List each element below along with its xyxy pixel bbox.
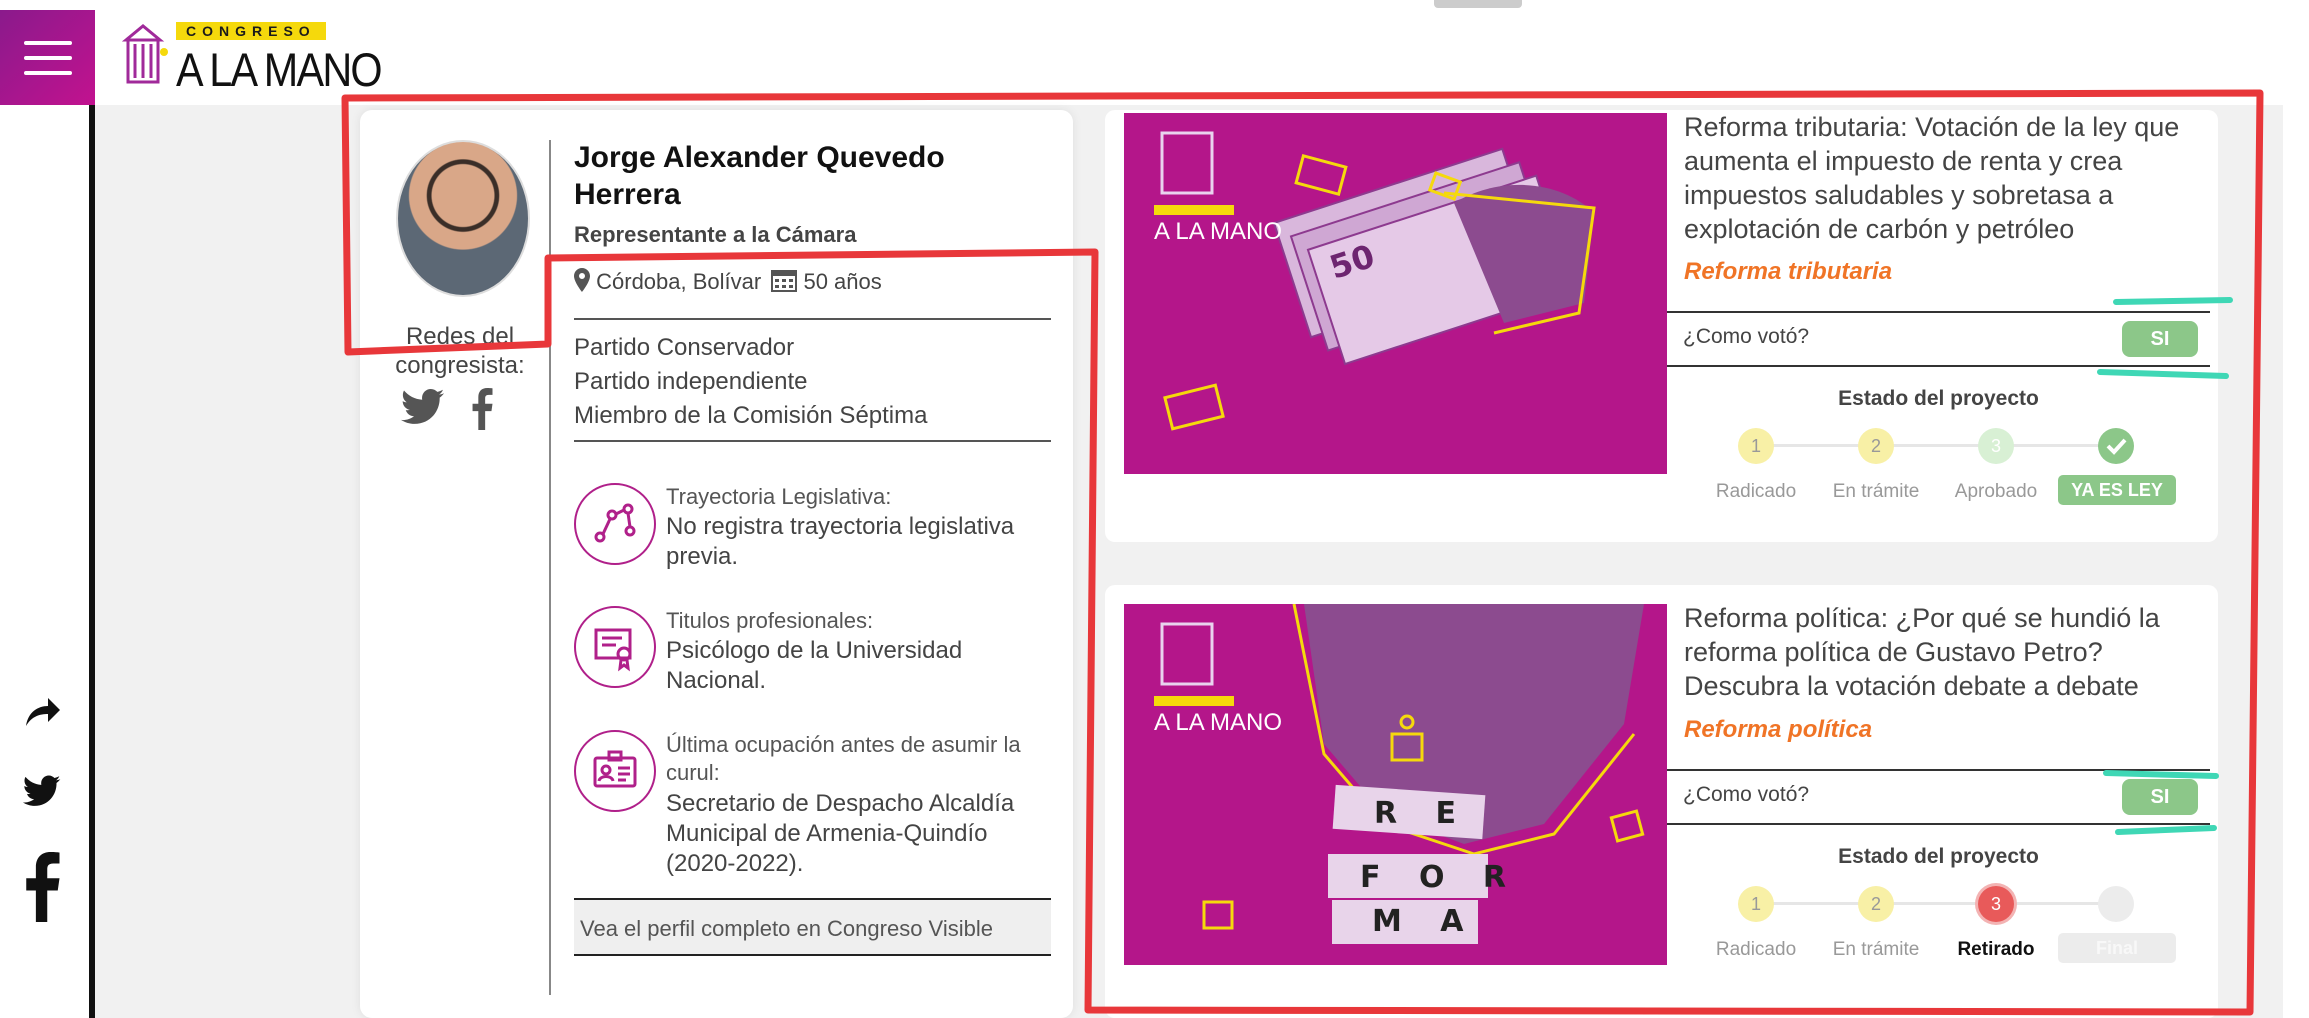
vote-question: ¿Como votó? xyxy=(1683,325,1810,348)
titles-label: Titulos profesionales: xyxy=(666,608,874,633)
trajectory-value: No registra trayectoria legislativa previa. xyxy=(666,513,1015,570)
step-label: Aprobado xyxy=(1954,481,2038,502)
occupation-label: Última ocupación antes de asumir la curul: xyxy=(666,732,1021,785)
progress-track xyxy=(1756,444,2124,447)
project-status-label: Estado del proyecto xyxy=(1838,387,2039,410)
step-label: En trámite xyxy=(1832,939,1920,960)
step-label: Retirado xyxy=(1957,939,2035,960)
divider xyxy=(574,440,1051,442)
news-title[interactable]: Reforma tributaria: Votación de la ley que aumenta el impuesto de renta y crea impuestos saludables y sobretasa a explotación de carbón y petróleo xyxy=(1684,112,2180,244)
party-line: Partido Conservador xyxy=(574,334,795,361)
vote-row xyxy=(1667,311,2210,367)
diploma-icon xyxy=(574,606,656,688)
hamburger-menu-button[interactable] xyxy=(0,10,95,105)
image-text: R E xyxy=(1374,796,1471,831)
vote-badge: SI xyxy=(2122,321,2198,357)
facebook-icon[interactable] xyxy=(470,388,494,440)
logo-top-text: CONGRESO xyxy=(176,22,326,40)
vote-badge: SI xyxy=(2122,779,2198,815)
step-radicado: 1 xyxy=(1738,886,1774,922)
news-image[interactable] xyxy=(1124,113,1667,474)
trajectory-icon xyxy=(574,483,656,565)
step-en-tramite: 2 xyxy=(1858,428,1894,464)
news-tag[interactable]: Reforma política xyxy=(1684,716,1873,743)
divider xyxy=(574,318,1051,320)
progress-track xyxy=(1756,902,2124,905)
commission-line: Miembro de la Comisión Séptima xyxy=(574,402,928,429)
svg-text:50: 50 xyxy=(1325,236,1380,287)
news-tag[interactable]: Reforma tributaria xyxy=(1684,258,1893,285)
full-profile-link[interactable]: Vea el perfil completo en Congreso Visible xyxy=(574,898,1051,956)
social-label: Redes del congresista: xyxy=(395,323,525,379)
svg-text:A LA MANO: A LA MANO xyxy=(1154,709,1283,736)
facebook-share-icon[interactable] xyxy=(22,852,62,932)
age-text: 50 años xyxy=(803,268,882,294)
step-label: En trámite xyxy=(1832,481,1920,502)
news-title[interactable]: Reforma política: ¿Por qué se hundió la reforma política de Gustavo Petro? Descubra la votación debate a debate xyxy=(1684,603,2160,701)
titles-value: Psicólogo de la Universidad Nacional. xyxy=(666,637,963,694)
step-final xyxy=(2098,886,2134,922)
news-image[interactable] xyxy=(1124,604,1667,965)
congressman-role: Representante a la Cámara xyxy=(574,222,857,247)
step-retirado: 3 xyxy=(1978,886,2014,922)
capitol-icon xyxy=(122,22,170,88)
step-label: Radicado xyxy=(1715,481,1797,502)
vote-row xyxy=(1667,769,2210,825)
logo-main-text: A LA MANO xyxy=(176,43,381,96)
svg-text:A LA MANO: A LA MANO xyxy=(1154,218,1283,245)
share-arrow-icon[interactable] xyxy=(22,694,62,740)
vote-question: ¿Como votó? xyxy=(1683,783,1810,806)
step-en-tramite: 2 xyxy=(1858,886,1894,922)
congressman-name: Jorge Alexander Quevedo Herrera xyxy=(574,141,945,211)
sidebar-divider xyxy=(89,105,95,1018)
law-badge: YA ES LEY xyxy=(2058,475,2176,505)
site-logo[interactable] xyxy=(118,18,381,96)
id-card-icon xyxy=(574,730,656,812)
scroll-indicator[interactable] xyxy=(1434,0,1522,8)
twitter-icon[interactable] xyxy=(400,388,446,438)
next-card-edge xyxy=(2283,20,2309,1018)
occupation-value: Secretario de Despacho Alcaldía Municipal de Armenia-Quindío (2020-2022). xyxy=(666,790,1015,877)
project-status-label: Estado del proyecto xyxy=(1838,845,2039,868)
party-line: Partido independiente xyxy=(574,368,808,395)
image-text: F O R xyxy=(1360,860,1520,895)
congressman-avatar xyxy=(396,140,530,297)
trajectory-label: Trayectoria Legislativa: xyxy=(666,484,892,509)
card-divider xyxy=(549,140,551,995)
check-icon xyxy=(2098,428,2134,464)
twitter-share-icon[interactable] xyxy=(22,774,62,819)
location-row xyxy=(574,268,882,298)
menu-bar-icon xyxy=(24,71,72,75)
step-radicado: 1 xyxy=(1738,428,1774,464)
menu-bar-icon xyxy=(24,56,72,60)
calendar-icon xyxy=(771,268,797,298)
step-label: Radicado xyxy=(1715,939,1797,960)
final-badge: Final xyxy=(2058,933,2176,963)
menu-bar-icon xyxy=(24,41,72,45)
map-pin-icon xyxy=(574,268,590,298)
step-aprobado: 3 xyxy=(1978,428,2014,464)
location-text: Córdoba, Bolívar xyxy=(596,268,762,294)
image-text: M A xyxy=(1372,904,1478,939)
